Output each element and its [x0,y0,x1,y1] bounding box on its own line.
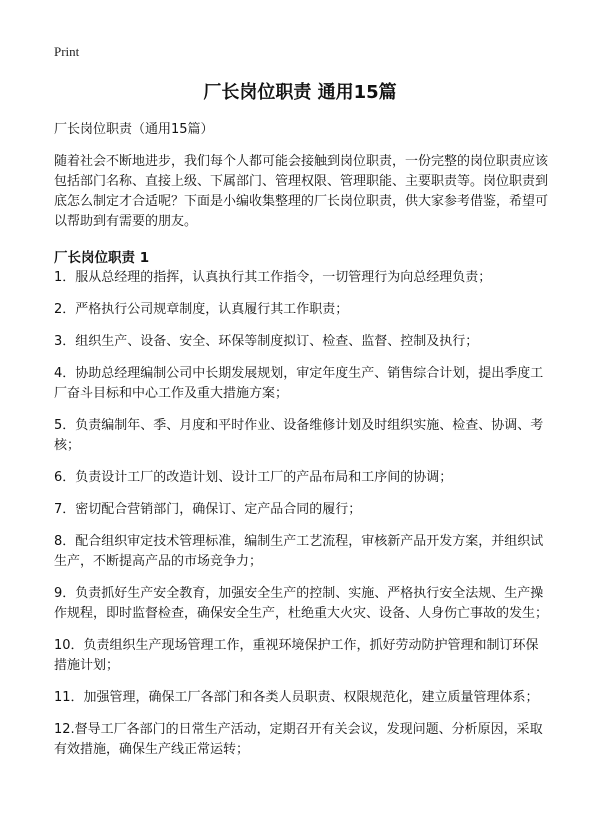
list-item: 10．负责组织生产现场管理工作，重视环境保护工作，抓好劳动防护管理和制订环保措施计划； [54,638,539,673]
list-item: 4．协助总经理编制公司中长期发展规划，审定年度生产、销售综合计划，提出季度工厂奋斗目标和中心工作及重大措施方案； [54,366,544,401]
print-link[interactable]: Print [54,44,80,59]
list-item: 3．组织生产、设备、安全、环保等制度拟订、检查、监督、控制及执行； [54,334,479,349]
list-item: 1．服从总经理的指挥，认真执行其工作指令，一切管理行为向总经理负责； [54,270,492,285]
list-item: 5．负责编制年、季、月度和平时作业、设备维修计划及时组织实施、检查、协调、考核； [54,418,544,453]
list-item: 8．配合组织审定技术管理标准，编制生产工艺流程，审核新产品开发方案，并组织试生产，不断提高产品的市场竞争力； [54,534,544,569]
document-title: 厂长岗位职责 通用15篇 [203,82,397,103]
document-subtitle: 厂长岗位职责（通用15篇） [54,122,214,137]
list-item: 2．严格执行公司规章制度，认真履行其工作职责； [54,302,349,317]
list-item: 6．负责设计工厂的改造计划、设计工厂的产品布局和工序间的协调； [54,470,453,485]
intro-paragraph: 随着社会不断地进步，我们每个人都可能会接触到岗位职责，一份完整的岗位职责应该包括部门名称、直接上级、下属部门、管理权限、管理职能、主要职责等。岗位职责到底怎么制定才合适呢？下面是小编收集整理的厂长岗位职责，供大家参考借鉴，希望可以帮助到有需要的朋友。 [54,154,549,229]
list-item: 7．密切配合营销部门，确保订、定产品合同的履行； [54,502,362,517]
document-body [54,120,548,772]
list-item: 9．负责抓好生产安全教育，加强安全生产的控制、实施、严格执行安全法规、生产操作规程，即时监督检查，确保安全生产，杜绝重大火灾、设备、人身伤亡事故的发生； [54,586,549,621]
section-heading: 厂长岗位职责 1 [54,250,150,266]
list-item: 12.督导工厂各部门的日常生产活动，定期召开有关会议，发现问题、分析原因，采取有效措施，确保生产线正常运转； [54,722,543,757]
list-item: 11．加强管理，确保工厂各部门和各类人员职责、权限规范化，建立质量管理体系； [54,690,539,705]
